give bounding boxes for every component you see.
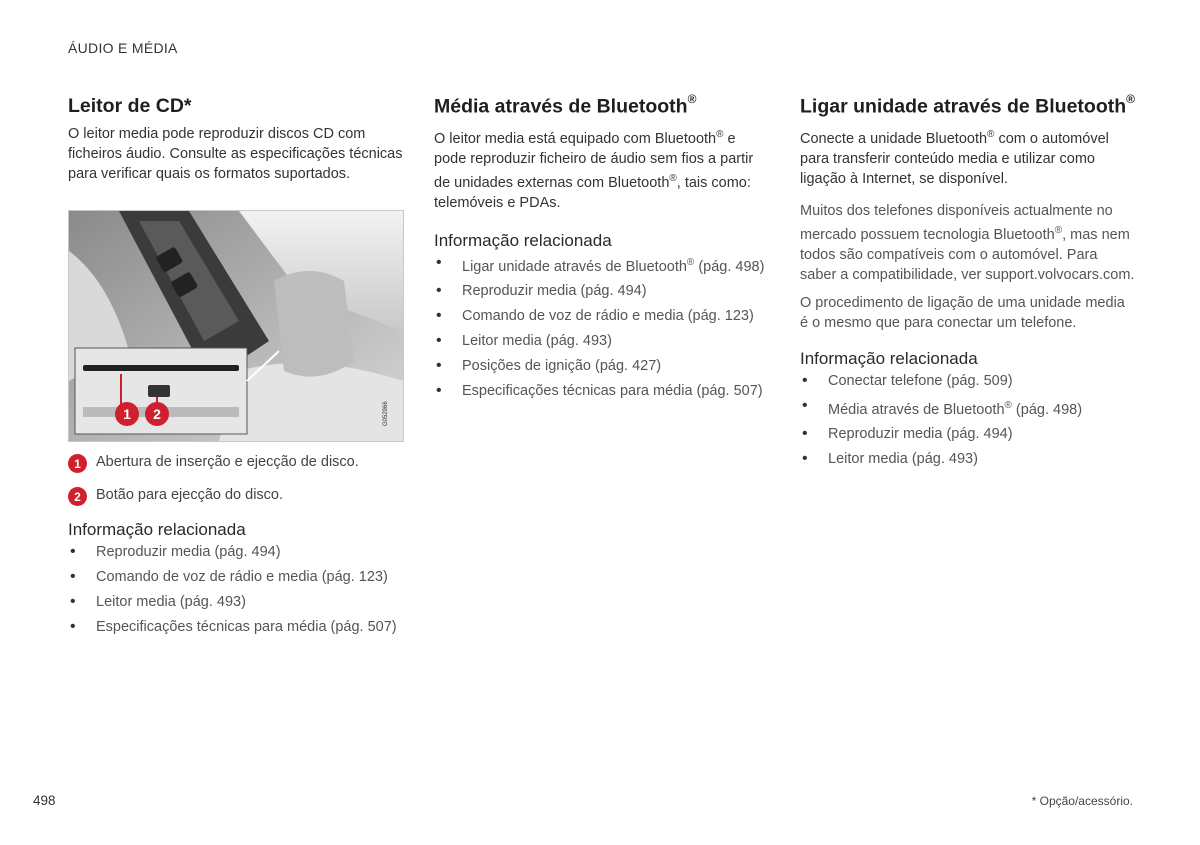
related-links-list [434,253,769,402]
related-link[interactable]: • Conectar telefone (pág. 509) [800,371,1135,391]
procedure-paragraph: O procedimento de ligação de uma unidade media é o mesmo que para conectar um telefone. [800,294,1125,331]
legend-text: Botão para ejecção do disco. [96,487,284,504]
cd-player-intro: O leitor media pode reproduzir discos CD com ficheiros áudio. Consulte as especificações técnicas para verificar quais os formatos suportados. [68,126,403,183]
column-bluetooth-media [434,94,769,406]
callout-badge: 1 [68,454,87,473]
related-link[interactable]: • Comando de voz de rádio e media (pág. 123) [434,306,769,326]
cd-player-illustration [68,210,404,442]
figure-legend [68,452,403,506]
related-link[interactable]: • Especificações técnicas para média (pág. 507) [434,381,769,401]
related-link[interactable]: • Média através de Bluetooth® (pág. 498) [800,396,1135,420]
column-cd-player [68,94,403,642]
related-info-heading: Informação relacionada [68,520,246,540]
related-link[interactable]: • Ligar unidade através de Bluetooth® (pág. 498) [434,253,769,277]
related-link[interactable]: • Comando de voz de rádio e media (pág. 123) [68,567,403,587]
related-links-list [68,542,403,637]
section-header: ÁUDIO E MÉDIA [68,40,178,56]
footnote: * Opção/acessório. [1031,794,1133,808]
bluetooth-media-intro: O leitor media está equipado com Bluetooth® e pode reproduzir ficheiro de áudio sem fios a partir de unidades externas com Bluetooth®, tais como: telemóveis e PDAs. [434,128,754,211]
connect-bluetooth-intro: Conecte a unidade Bluetooth® com o automóvel para transferir conteúdo media e utilizar como ligação à Internet, se disponível. [800,128,1109,187]
related-link[interactable]: • Reproduzir media (pág. 494) [800,424,1135,444]
related-link[interactable]: • Leitor media (pág. 493) [800,449,1135,469]
legend-item [68,485,403,506]
callout-badge: 2 [68,487,87,506]
legend-text: Abertura de inserção e ejecção de disco. [96,454,359,471]
callout-1-label: 1 [123,406,131,423]
related-links-list [800,371,1135,470]
heading-connect-bluetooth: Ligar unidade através de Bluetooth® [800,92,1135,118]
related-link[interactable]: • Reproduzir media (pág. 494) [68,542,403,562]
car-console-image [69,211,403,441]
related-link[interactable]: • Leitor media (pág. 493) [68,592,403,612]
heading-cd-player: Leitor de CD* [68,95,192,117]
column-connect-bluetooth [800,94,1135,474]
related-link[interactable]: • Especificações técnicas para média (pág. 507) [68,617,403,637]
legend-item [68,452,403,473]
callout-2-label: 2 [153,406,161,423]
related-info-heading: Informação relacionada [800,348,978,368]
related-link[interactable]: • Posições de ignição (pág. 427) [434,356,769,376]
related-info-heading: Informação relacionada [434,230,612,250]
related-link[interactable]: • Leitor media (pág. 493) [434,331,769,351]
page-number: 498 [33,793,56,808]
compatibility-paragraph: Muitos dos telefones disponíveis actualmente no mercado possuem tecnologia Bluetooth®, mas nem todos são compatíveis com o automóvel. Para saber a compatibilidade, ver support.volvocars.com. [800,202,1135,283]
related-link[interactable]: • Reproduzir media (pág. 494) [434,281,769,301]
heading-bluetooth-media: Média através de Bluetooth® [434,92,697,118]
figure-code: G052966 [383,401,389,427]
